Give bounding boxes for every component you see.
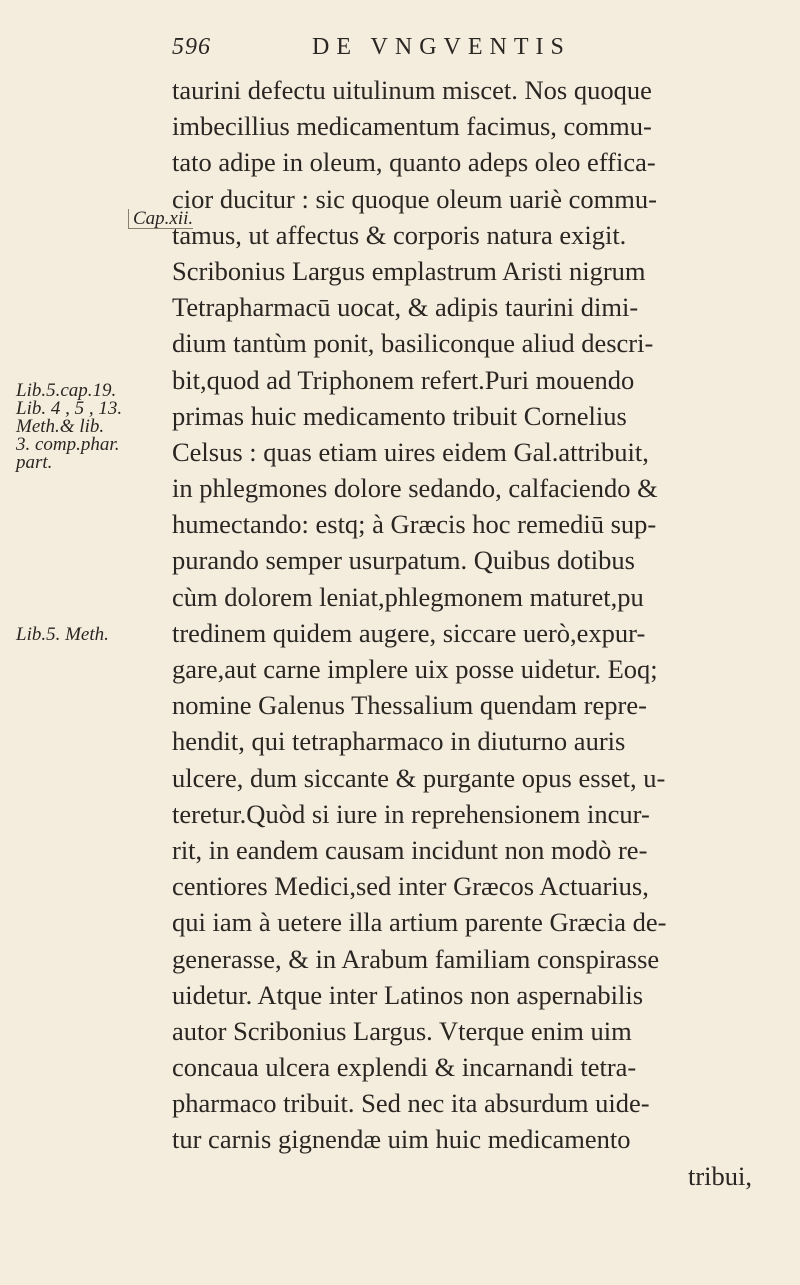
- text-line: bit,quod ad Triphonem refert.Puri mouendo: [172, 364, 635, 395]
- text-line: tato adipe in oleum, quanto adeps oleo effica-: [172, 147, 656, 178]
- text-line: in phlegmones dolore sedando, calfaciendo &: [172, 473, 658, 504]
- text-line: pharmaco tribuit. Sed nec ita absurdum uide-: [172, 1088, 650, 1119]
- text-line: nomine Galenus Thessalium quendam repre-: [172, 690, 647, 721]
- text-line: autor Scribonius Largus. Vterque enim uim: [172, 1015, 632, 1046]
- text-line: rit, in eandem causam incidunt non modò re-: [172, 834, 648, 865]
- margin-note-line: Lib. 4 , 5 , 13.: [16, 398, 123, 419]
- text-line: Celsus : quas etiam uires eidem Gal.attribuit,: [172, 436, 649, 467]
- margin-note-line: Cap.xii.: [133, 208, 194, 229]
- catchword: tribui,: [687, 1160, 752, 1191]
- text-line: gare,aut carne implere uix posse uidetur. Eoq;: [172, 654, 658, 684]
- text-line: tur carnis gignendæ uim huic medicamento: [172, 1124, 631, 1155]
- text-line: dium tantùm ponit, basiliconque aliud descri-: [172, 328, 654, 359]
- text-line: tredinem quidem augere, siccare uerò,expur-: [172, 617, 646, 648]
- text-line: tamus, ut affectus & corporis natura exigit.: [172, 219, 627, 250]
- text-line: Tetrapharmacū uocat, & adipis taurini dimi-: [172, 292, 639, 323]
- text-line: centiores Medici,sed inter Græcos Actuarius,: [172, 871, 649, 902]
- text-line: cior ducitur : sic quoque oleum uariè commu-: [172, 183, 657, 214]
- text-line: Scribonius Largus emplastrum Aristi nigrum: [172, 255, 646, 286]
- body-text: [172, 72, 772, 1194]
- text-line: concaua ulcera explendi & incarnandi tetra-: [172, 1052, 637, 1083]
- text-line: qui iam à uetere illa artium parente Græcia de-: [172, 907, 667, 938]
- margin-note-references: [16, 382, 122, 472]
- text-line: purando semper usurpatum. Quibus dotibus: [172, 545, 635, 576]
- text-line: humectando: estq; à Græcis hoc remediū sup-: [172, 509, 657, 540]
- text-line: teretur.Quòd si iure in reprehensionem incur-: [172, 798, 650, 829]
- running-head: DE VNGVENTIS: [312, 34, 571, 60]
- margin-note-line: part.: [16, 452, 53, 473]
- text-line: cùm dolorem leniat,phlegmonem maturet,pu: [172, 581, 644, 612]
- text-line: taurini defectu uitulinum miscet. Nos quoque: [172, 75, 652, 105]
- text-line: primas huic medicamento tribuit Cornelius: [172, 400, 627, 431]
- page-header: [172, 34, 652, 64]
- margin-note-method: [16, 625, 109, 644]
- margin-note-line: Meth.& lib.: [16, 416, 105, 437]
- text-line: generasse, & in Arabum familiam conspirasse: [172, 943, 660, 974]
- text-line: imbecillius medicamentum facimus, commu-: [172, 111, 652, 142]
- margin-note-line: Lib.5. Meth.: [16, 624, 109, 645]
- margin-note-line: Lib.5.cap.19.: [16, 380, 117, 401]
- page-number: 596: [172, 34, 211, 60]
- text-line: hendit, qui tetrapharmaco in diuturno auris: [172, 726, 626, 757]
- text-line: ulcere, dum siccante & purgante opus esset, u-: [172, 762, 666, 793]
- margin-note-line: 3. comp.phar.: [16, 434, 120, 455]
- text-line: uidetur. Atque inter Latinos non aspernabilis: [172, 979, 644, 1010]
